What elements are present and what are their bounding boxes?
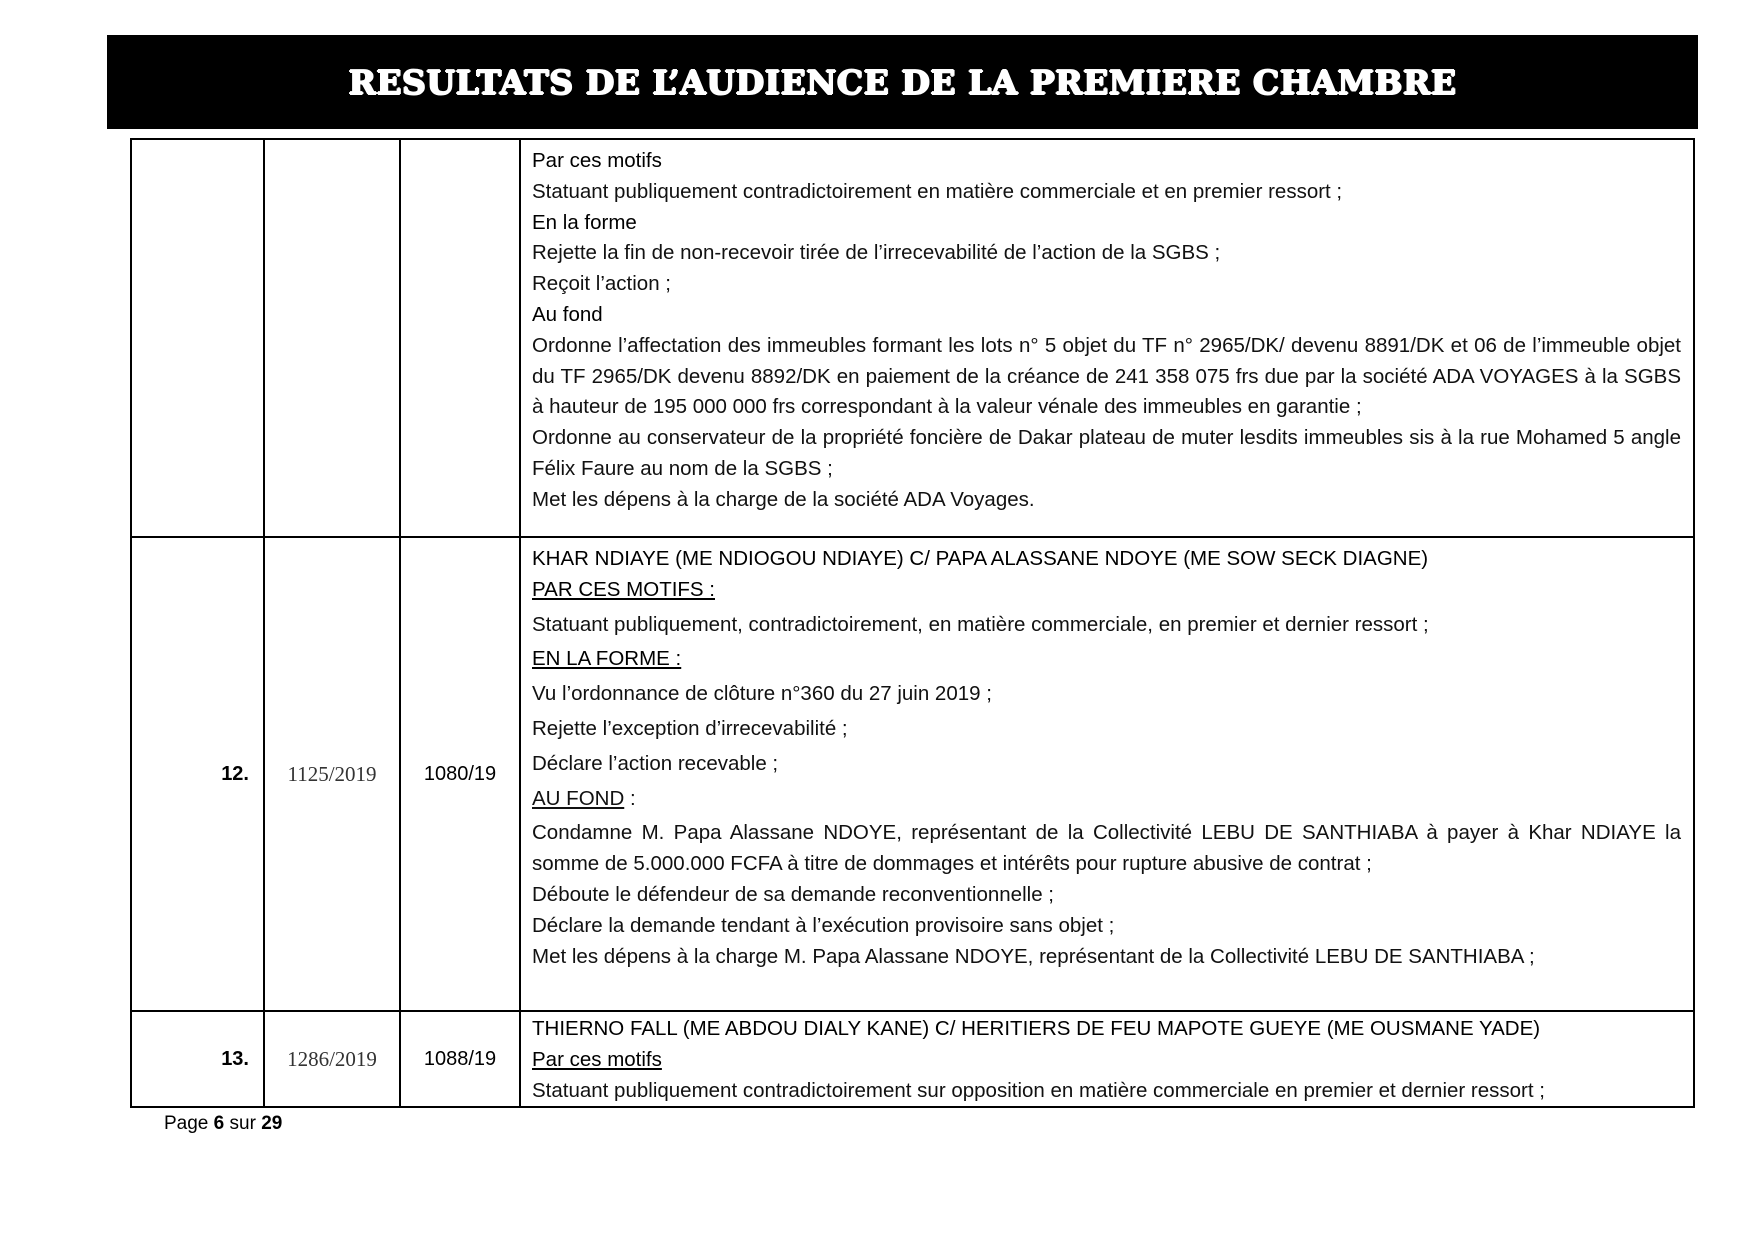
ruling-line: Met les dépens à la charge M. Papa Alassane NDOYE, représentant de la Collectivité LEBU DE SANTHIABA ;	[532, 944, 1535, 968]
table-row	[131, 139, 1694, 537]
current-page: 6	[213, 1113, 225, 1134]
ruling-line: Rejette la fin de non-recevoir tirée de l’irrecevabilité de l’action de la SGBS ;	[532, 241, 1221, 265]
case-number-cell	[131, 139, 264, 537]
ruling-line: Ordonne l’affectation des immeubles formant les lots n° 5 objet du TF n° 2965/DK/ devenu 8891/DK et 06 de l’immeuble objet du TF 2965/DK devenu 8892/DK en paiement de la créance de 241 358 075 frs due par la société ADA VOYAGES à la SGBS à hauteur de 195 000 000 frs correspondant à la valeur vénale des immeubles en garantie ;	[532, 333, 1681, 419]
ruling-line: Déboute le défendeur de sa demande reconventionnelle ;	[532, 882, 1054, 906]
section-heading: PAR CES MOTIFS :	[532, 577, 715, 601]
ruling-line: Reçoit l’action ;	[532, 272, 672, 296]
section-heading: Par ces motifs	[532, 1047, 662, 1071]
section-heading	[532, 784, 1681, 815]
roll-number-cell: 1125/2019	[264, 537, 400, 1011]
page-title: RESULTATS DE L’AUDIENCE DE LA PREMIERE CHAMBRE	[348, 62, 1457, 102]
header-banner	[107, 35, 1698, 129]
total-pages: 29	[261, 1113, 283, 1134]
ruling-line: Vu l’ordonnance de clôture n°360 du 27 juin 2019 ;	[532, 682, 992, 706]
case-number-cell: 13.	[131, 1011, 264, 1107]
ruling-line: Statuant publiquement, contradictoirement, en matière commerciale, en premier et dernier ressort ;	[532, 612, 1429, 636]
footer-prefix: Page	[164, 1113, 214, 1134]
section-heading: Par ces motifs	[532, 149, 662, 172]
ruling-line: Déclare la demande tendant à l’exécution provisoire sans objet ;	[532, 913, 1115, 937]
rulings-table	[130, 138, 1695, 1108]
case-parties: KHAR NDIAYE (ME NDIOGOU NDIAYE) C/ PAPA ALASSANE NDOYE (ME SOW SECK DIAGNE)	[532, 547, 1429, 570]
roll-number-cell	[264, 139, 400, 537]
case-number-cell: 12.	[131, 537, 264, 1011]
case-parties: THIERNO FALL (ME ABDOU DIALY KANE) C/ HERITIERS DE FEU MAPOTE GUEYE (ME OUSMANE YADE)	[532, 1017, 1541, 1040]
decision-number-cell: 1088/19	[400, 1011, 520, 1107]
section-heading: En la forme	[532, 210, 637, 234]
section-heading: Au fond	[532, 302, 603, 326]
decision-number-cell: 1080/19	[400, 537, 520, 1011]
au-fond-heading: AU FOND	[532, 786, 625, 810]
ruling-text-cell	[520, 537, 1694, 1011]
ruling-line: Statuant publiquement contradictoirement en matière commerciale et en premier ressort ;	[532, 179, 1343, 203]
footer-middle: sur	[224, 1113, 262, 1134]
table-row	[131, 1011, 1694, 1107]
ruling-line: Ordonne au conservateur de la propriété foncière de Dakar plateau de muter lesdits immeubles sis à la rue Mohamed 5 angle Félix Faure au nom de la SGBS ;	[532, 426, 1681, 480]
ruling-line: Condamne M. Papa Alassane NDOYE, représentant de la Collectivité LEBU DE SANTHIABA à payer à Khar NDIAYE la somme de 5.000.000 FCFA à titre de dommages et intérêts pour rupture abusive de contrat ;	[532, 821, 1681, 876]
ruling-line: Rejette l’exception d’irrecevabilité ;	[532, 716, 848, 740]
decision-number-cell	[400, 139, 520, 537]
ruling-text-cell	[520, 1011, 1694, 1107]
ruling-line: Statuant publiquement contradictoirement sur opposition en matière commerciale en premier et dernier ressort ;	[532, 1078, 1545, 1102]
ruling-text-cell	[520, 139, 1694, 537]
page-footer	[164, 1113, 282, 1135]
roll-number-cell: 1286/2019	[264, 1011, 400, 1107]
table-row	[131, 537, 1694, 1011]
section-heading: EN LA FORME :	[532, 647, 682, 671]
ruling-line: Met les dépens à la charge de la société ADA Voyages.	[532, 487, 1035, 511]
ruling-line: Déclare l’action recevable ;	[532, 751, 779, 775]
au-fond-colon: :	[624, 786, 636, 810]
